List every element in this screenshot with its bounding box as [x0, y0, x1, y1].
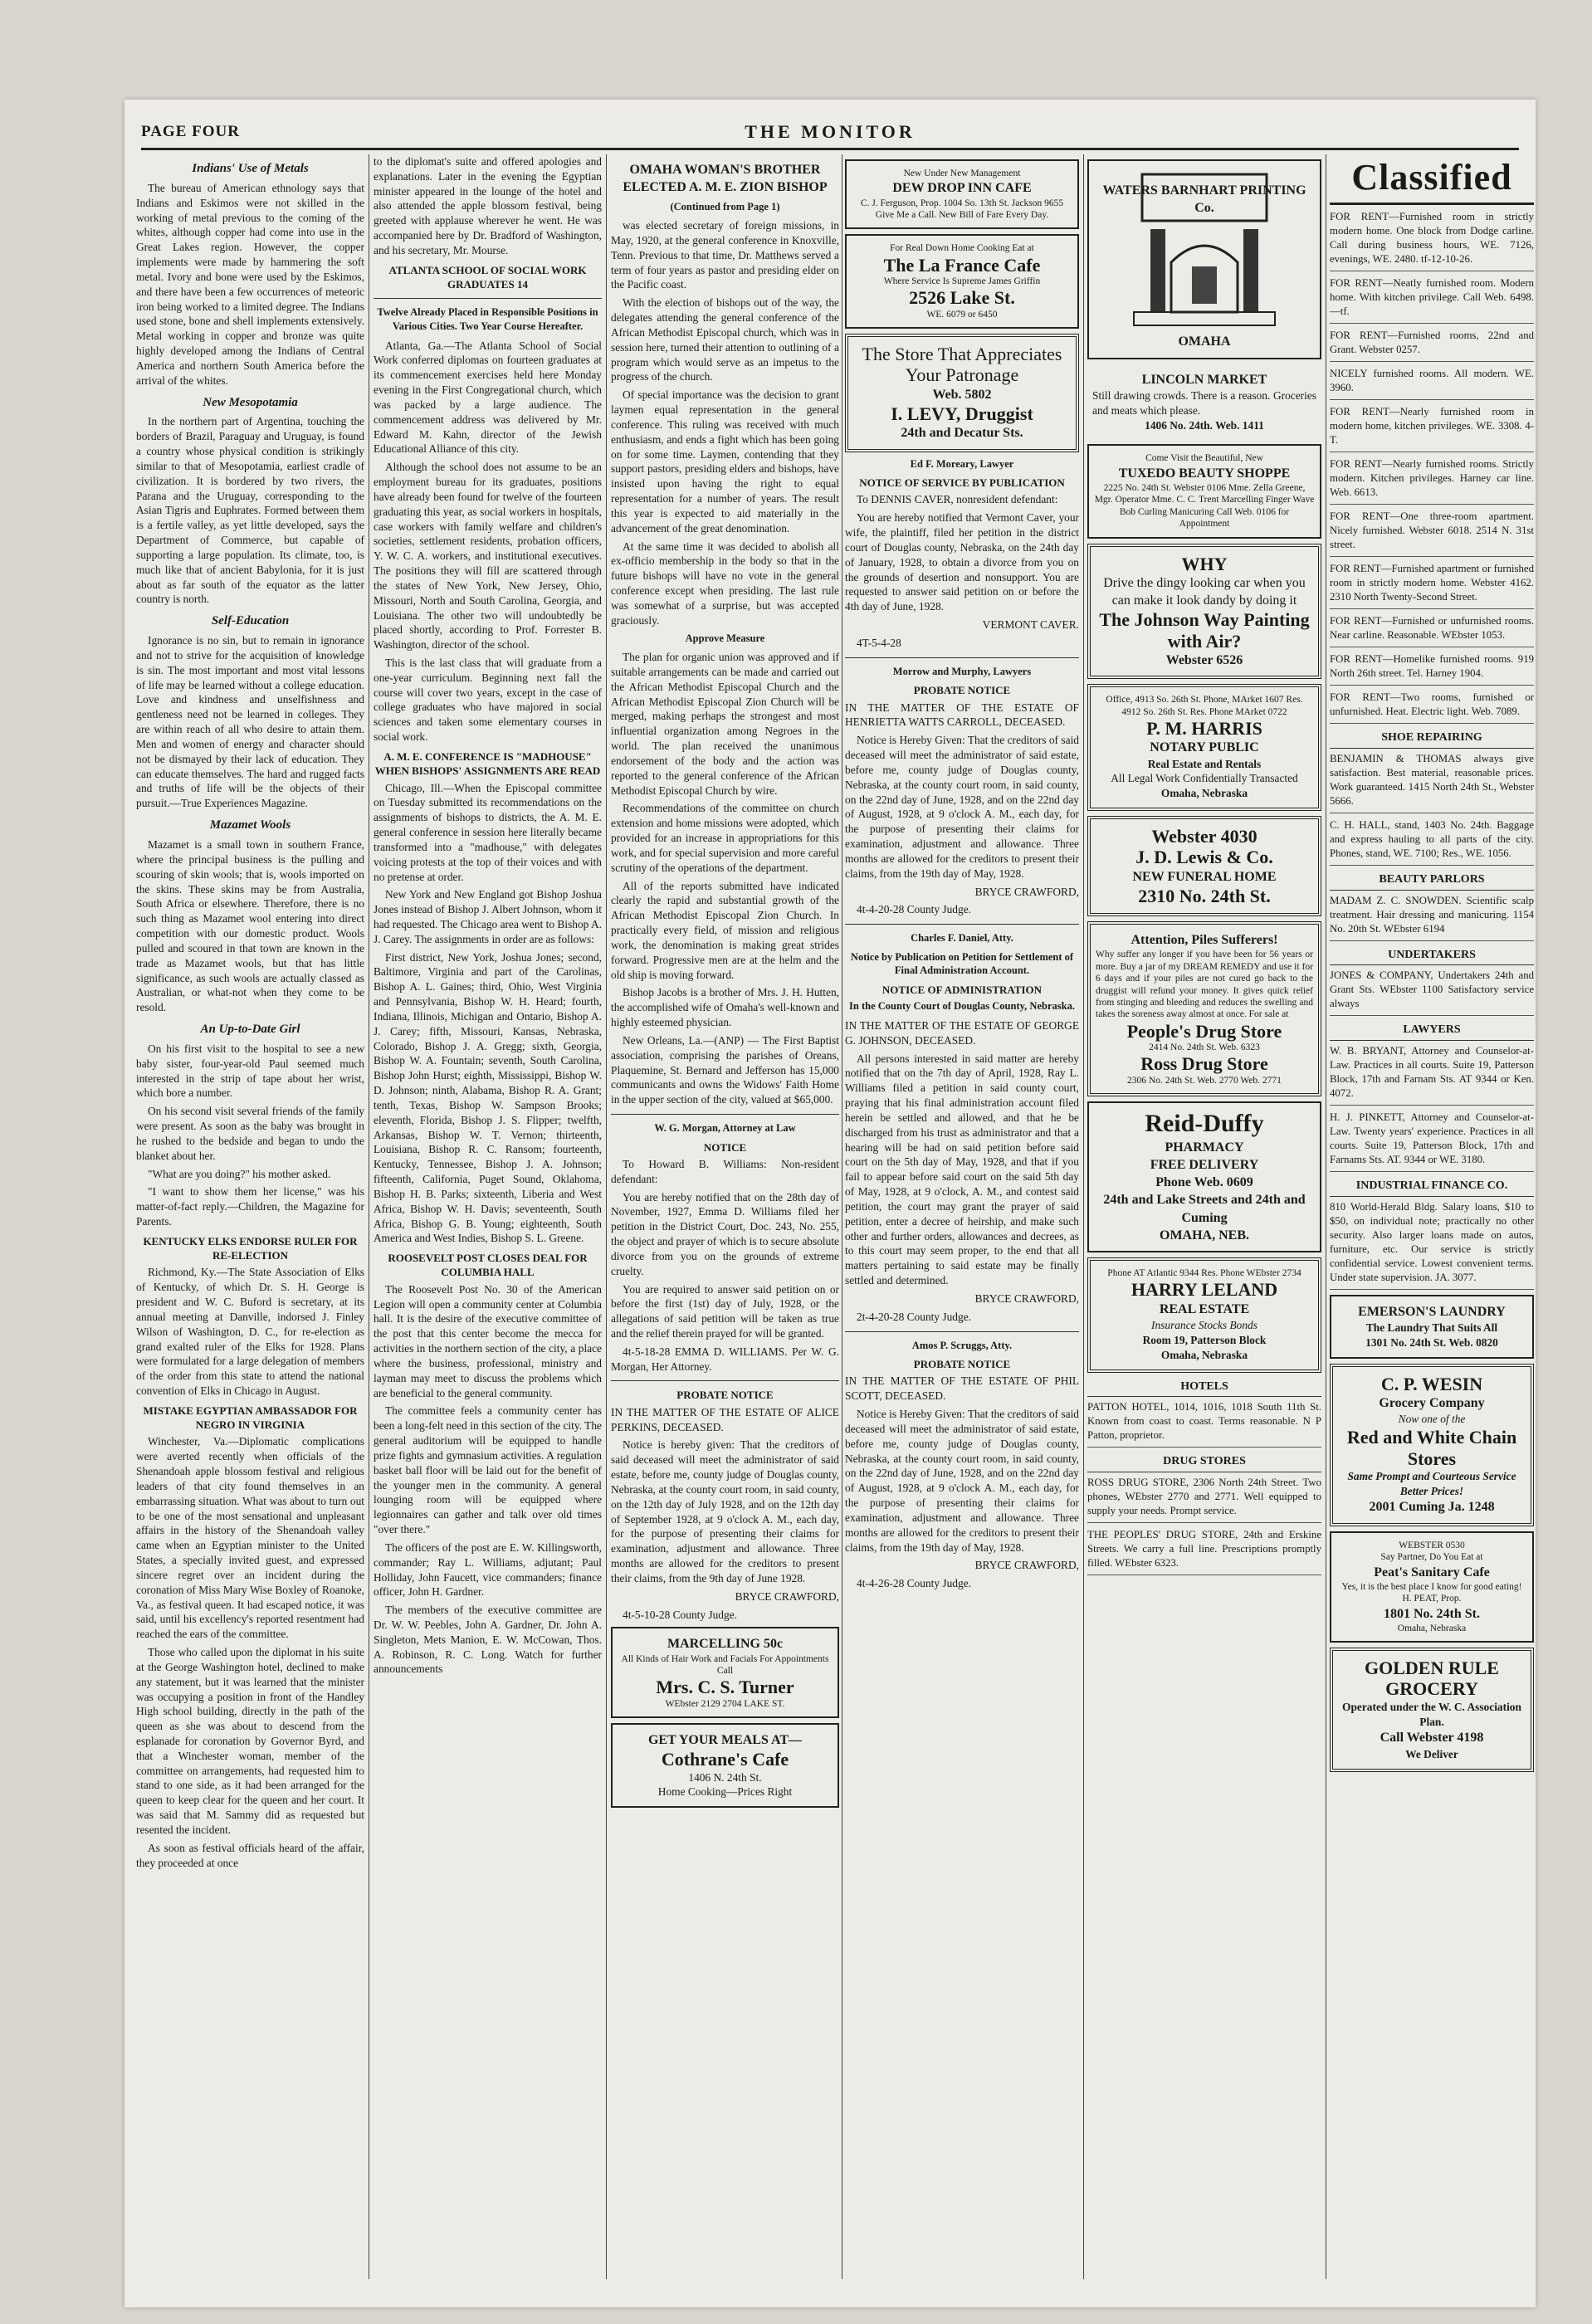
listing: ROSS DRUG STORE, 2306 North 24th Street. Two phones, WEbster 2770 and 2771. Well equipped to supply your needs. Prompt service.	[1087, 1476, 1321, 1523]
article-text: to the diplomat's suite and offered apologies and explanations. Later in the evening the Egyptian minister appeared in the lounge of the hotel and also attended the apple blossom festival, being greeted with applause wherever he went. He was accompanied here by Dr. Bradford of Washington, and his secretary, Mr. Mourse.	[374, 155, 602, 256]
ad-text: All Kinds of Hair Work and Facials For Appointments Call	[621, 1653, 829, 1676]
attorney-line: Charles F. Daniel, Atty.	[911, 932, 1013, 945]
notice-text: 4t-4-26-28 County Judge.	[857, 1577, 971, 1590]
classified-item: C. H. HALL, stand, 1403 No. 24th. Baggage and express hauling to all parts of the city. Phones, stand, WE. 7100; Res., WE. 1056.	[1330, 818, 1534, 866]
ad-text: Peat's Sanitary Cafe	[1374, 1565, 1490, 1579]
divider	[845, 924, 1079, 925]
ad-text: Cothrane's Cafe	[661, 1749, 789, 1770]
ad-text: WATERS BARNHART PRINTING Co.	[1102, 183, 1306, 216]
notice-text: To DENNIS CAVER, nonresident defendant:	[857, 493, 1058, 506]
ad-text: Insurance Stocks Bonds	[1151, 1319, 1257, 1332]
article-text: Recommendations of the committee on church extension and home missions were adopted, which provided for an increase in appropriations for this work, and for special supervision and more careful scrutiny of the operations of the department.	[611, 802, 839, 874]
ad-text: Phone AT Atlantic 9344 Res. Phone WEbster 2734	[1107, 1268, 1301, 1279]
ad-text: C. J. Ferguson, Prop. 1004 So. 13th St. Jackson 9655 Give Me a Call. New Bill of Fare Every Day.	[860, 198, 1064, 221]
ad-jd-lewis	[1087, 816, 1321, 916]
ad-text: OMAHA	[1178, 334, 1231, 349]
notice-text: 4t-5-18-28 EMMA D. WILLIAMS. Per W. G. Morgan, Her Attorney.	[611, 1345, 839, 1373]
section-header: LAWYERS	[1330, 1021, 1534, 1041]
ad-text: TUXEDO BEAUTY SHOPPE	[1118, 466, 1291, 481]
classified-item: FOR RENT—Furnished apartment or furnished room in strictly modern home. Webster 4162. 2310 North Twenty-Second Street.	[1330, 562, 1534, 609]
classified-item: FOR RENT—One three-room apartment. Nicely furnished. Webster 6018. 2514 N. 31st street.	[1330, 510, 1534, 557]
ad-text: Still drawing crowds. There is a reason. Groceries and meats which please.	[1092, 388, 1316, 417]
column-5	[1087, 154, 1321, 2287]
article-text: At the same time it was decided to abolish all ex-officio membership in the body so that in the future bishops will have no vote in the general conference except when presiding. The last rule was somewhat of a surprise, but was accepted graciously.	[611, 540, 839, 627]
continued-note: (Continued from Page 1)	[670, 200, 780, 212]
ad-levy-druggist	[845, 334, 1079, 452]
classified-item: FOR RENT—Furnished room in strictly modern home. One block from Dodge carline. Call during business hours, WE. 7126, evenings, WE. 2480. tf-12-10-26.	[1330, 210, 1534, 271]
notice-text: BRYCE CRAWFORD,	[974, 885, 1079, 898]
ad-text: NOTARY PUBLIC	[1150, 740, 1259, 755]
section-header: DRUG STORES	[1087, 1452, 1321, 1472]
ad-text: Room 19, Patterson Block	[1142, 1333, 1267, 1346]
headline: OMAHA WOMAN'S BROTHER ELECTED A. M. E. ZION BISHOP	[623, 163, 828, 195]
ad-text: Office, 4913 So. 26th St. Phone, MArket 1607 Res. 4912 So. 26th St. Res. Phone MArket 0722	[1106, 695, 1303, 717]
ad-pm-harris	[1087, 684, 1321, 811]
ad-text: GET YOUR MEALS AT—	[647, 1733, 803, 1748]
article-text: Chicago, Ill.—When the Episcopal committee on Tuesday submitted its recommendations on the assignments of bishops to districts, the A. M. E. general conference in session here literally became transformed into a "madhouse," with delegates voicing protests at the top of their voices and with no pretense at order.	[374, 781, 602, 883]
notice-title: NOTICE	[703, 1140, 747, 1154]
article-text: The bureau of American ethnology says that Indians and Eskimos were not skilled in the working of metal previous to the coming of the whites, although copper had come into use in the Great Lakes region. However, the copper implements were made by hammering the soft metal. Ivory and bone were used by the Eskimos, and there have been a few occurrences of meteoric iron being worked to a limited degree. The Indians used stone, bone and shell implements extensively. Metal working in copper and bronze was quite highly developed among the Indians of Central America and northern South America before the arrival of the whites.	[136, 181, 364, 387]
article-text: With the election of bishops out of the way, the delegates attending the general conference of the African Methodist Episcopal church, which was in session here, turned their attention to outlining of a program which would serve as an impetus to the progress of the church.	[611, 296, 839, 383]
column-1	[136, 154, 364, 2287]
notice-text: VERMONT CAVER.	[982, 618, 1079, 632]
ad-text: Webster 6526	[1165, 652, 1243, 667]
ad-text: LINCOLN MARKET	[1141, 372, 1267, 387]
ad-text: 2526 Lake St.	[909, 287, 1015, 309]
ad-text: Operated under the W. C. Association Plan.	[1342, 1700, 1521, 1728]
ad-text: Webster 4030	[1151, 826, 1257, 847]
ad-text: J. D. Lewis & Co.	[1135, 847, 1273, 868]
column-6	[1330, 154, 1534, 2287]
article-text: Bishop Jacobs is a brother of Mrs. J. H. Hutten, the accomplished wife of Omaha's well-known and highly esteemed physician.	[611, 986, 839, 1029]
ad-text: Drive the dingy looking car when you can make it look dandy by doing it	[1103, 575, 1306, 608]
ad-text: Now one of the	[1398, 1413, 1466, 1426]
ad-text: 1801 No. 24th St.	[1383, 1606, 1480, 1621]
notice-text: You are required to answer said petition on or before the first (1st) day of July, 1928, or the allegations of said petition will be taken as true and the relief therein prayed for will be granted.	[611, 1282, 839, 1340]
ad-text: WHY	[1181, 553, 1228, 574]
section-header: UNDERTAKERS	[1330, 946, 1534, 966]
ad-text: Red and White Chain Stores	[1346, 1427, 1517, 1469]
article-text: On his first visit to the hospital to see a new baby sister, four-year-old Paul seemed much interested in the strip of tape about her wrist, which bore a number.	[136, 1042, 364, 1100]
ad-text: 2310 No. 24th St.	[1138, 885, 1271, 906]
notice-text: IN THE MATTER OF THE ESTATE OF GEORGE G. JOHNSON, DECEASED.	[845, 1019, 1079, 1047]
ad-text: WE. 6079 or 6450	[926, 309, 998, 320]
ad-text: Call Webster 4198	[1380, 1731, 1484, 1745]
headline: KENTUCKY ELKS ENDORSE RULER FOR RE-ELECTION	[143, 1234, 358, 1262]
classified-item: NICELY furnished rooms. All modern. WE. 3960.	[1330, 367, 1534, 400]
article-text: New Orleans, La.—(ANP) — The First Baptist association, comprising the parishes of Oreans, Plaquemine, St. Bernard and Jefferson has 15,000 communicants and owns the Widows' Faith Home in the upper section of the city, valued at $65,000.	[611, 1033, 839, 1106]
masthead	[141, 116, 1519, 150]
article-text: New York and New England got Bishop Joshua Jones instead of Bishop J. Albert Johnson, whom it had requested. The Chicago area went to Bishop A. J. Carey. The assignments in order are as follows:	[374, 888, 602, 945]
divider	[845, 1331, 1079, 1332]
column-3	[611, 154, 839, 2287]
ad-text: FREE DELIVERY	[1150, 1157, 1259, 1172]
ad-text: The Laundry That Suits All	[1365, 1321, 1498, 1335]
ad-text: DEW DROP INN CAFE	[892, 181, 1032, 196]
ad-text: 1406 N. 24th St.	[688, 1770, 762, 1784]
article-text: The Roosevelt Post No. 30 of the American Legion will open a community center at Columbia hall. It is the desire of the executive committee of the post that this center become the mecca for activities in the northern section of the city, a place where the business, professional, ministry and layman may meet to discuss the problems which are beneficial to the general community.	[374, 1282, 602, 1399]
ad-text: All Legal Work Confidentially Transacted	[1111, 772, 1298, 785]
headline: A. M. E. CONFERENCE IS "MADHOUSE" WHEN BISHOPS' ASSIGNMENTS ARE READ	[374, 749, 601, 778]
ad-text: 24th and Lake Streets and 24th and Cuming	[1103, 1193, 1306, 1225]
subheadline: Approve Measure	[685, 632, 765, 644]
classified-heading: Classified	[1351, 157, 1512, 198]
divider	[1330, 203, 1534, 205]
ad-text: For Real Down Home Cooking Eat at	[890, 243, 1034, 254]
notice-text: 4T-5-4-28	[857, 636, 901, 649]
ad-reid-duffy	[1087, 1101, 1321, 1252]
notice-text: IN THE MATTER OF THE ESTATE OF ALICE PERKINS, DECEASED.	[611, 1405, 839, 1433]
notice-title: PROBATE NOTICE	[676, 1389, 774, 1402]
attorney-line: Amos P. Scruggs, Atty.	[911, 1339, 1013, 1351]
ad-text: We Deliver	[1405, 1747, 1458, 1760]
column-4	[845, 154, 1079, 2287]
ad-text: 1406 No. 24th. Web. 1411	[1145, 418, 1264, 432]
ad-text: PHARMACY	[1165, 1140, 1244, 1155]
article-text: Atlanta, Ga.—The Atlanta School of Social Work conferred diplomas on fourteen graduates at its commencement exercises held here Monday evening in the First Congregational church, which was packed by a large audience. The commencement address was delivered by Mr. Edward M. Kahn, director of the Jewish Educational Alliance of this city.	[374, 339, 602, 456]
ad-text: 2225 No. 24th St. Webster 0106 Mme. Zella Greene, Mgr. Operator Mme. C. C. Trent Marcelling Finger Wave Bob Curling Manicuring Call Web. 0106 for Appointment	[1094, 483, 1315, 530]
ad-text: 24th and Decatur Sts.	[901, 426, 1023, 441]
article-text: In the northern part of Argentina, touching the borders of Brazil, Paraguay and Uruguay, is found a country whose physical condition is strikingly similar to that of Mesopotamia, earliest cradle of civilization. It is bordered by two rivers, the Parana and the Uruguay, corresponding to the Asian Tigris and Euphrates. Formed between them is a fertile valley, as yet little developed, says the Department of Commerce, but capable of supporting a large population. Its climate, too, is much like that of ancient Babylonia, for it is just about as far south of the equator as the latter country is north.	[136, 415, 364, 606]
ad-text: P. M. HARRIS	[1146, 717, 1262, 739]
ad-text: C. P. WESIN	[1380, 1373, 1483, 1394]
ad-text: The La France Cafe	[883, 254, 1041, 276]
ad-text: GOLDEN RULE GROCERY	[1365, 1658, 1499, 1700]
notice-text: 4t-4-20-28 County Judge.	[857, 903, 971, 916]
headline: Mazamet Wools	[209, 818, 291, 832]
article-text: "What are you doing?" his mother asked.	[148, 1167, 331, 1180]
article-text: The members of the executive committee are Dr. W. W. Peebles, John A. Gardner, Dr. John A. Singleton, Mets Manion, E. W. McCowan, Thos. A. Robinson, R. C. Long. Watch for further announcements	[374, 1604, 602, 1676]
column-rule	[1083, 154, 1084, 2279]
newspaper-title: THE MONITOR	[745, 121, 916, 142]
attorney-line: W. G. Morgan, Attorney at Law	[654, 1121, 796, 1134]
ad-text: Ross Drug Store	[1140, 1053, 1268, 1075]
article-text: Richmond, Ky.—The State Association of Elks of Kentucky, of which Dr. S. H. George is president and W. C. Buford is secretary, at its annual meeting at Danville, indorsed J. Finley Wilson of Washington, D. C., for re-election as grand exalted ruler of the Elks for 1928. Plans were formulated for a large delegation of members of the order from this state to attend the national convention of Elks in Chicago in August.	[136, 1266, 364, 1398]
notice-text: You are hereby notified that Vermont Caver, your wife, the plaintiff, filed her petition in the district court of Douglas county, Nebraska, on the 24th day of January, 1928, to obtain a divorce from you on the grounds of desertion and nonsupport. You are requested to answer said petition on or before the 4th day of June, 1928.	[845, 511, 1079, 613]
ad-text: Web. 5802	[932, 387, 992, 402]
ad-text: Come Visit the Beautiful, New	[1145, 453, 1263, 464]
classified-item: 810 World-Herald Bldg. Salary loans, $10 to $50, on individual note; practically no other security. Also larger loans made on autos, furniture, etc. Our service is strictly confidential service. Lowest convenient terms. Under state supervision. JA. 3077.	[1330, 1200, 1534, 1290]
attorney-line: Morrow and Murphy, Lawyers	[892, 665, 1032, 677]
newspaper-page	[125, 100, 1536, 2307]
classified-item: FOR RENT—Furnished rooms, 22nd and Grant. Webster 0257.	[1330, 329, 1534, 362]
classified-item: FOR RENT—Two rooms, furnished or unfurnished. Heat. Electric light. Web. 7089.	[1330, 691, 1534, 724]
ad-waters-barnhart	[1087, 159, 1321, 359]
ad-text: WEbster 2129 2704 LAKE ST.	[665, 1698, 785, 1709]
headline: Indians' Use of Metals	[192, 162, 309, 175]
section-header: INDUSTRIAL FINANCE CO.	[1330, 1177, 1534, 1197]
notice-text: 4t-5-10-28 County Judge.	[623, 1608, 737, 1621]
notice-text: Notice is Hereby Given: That the creditors of said deceased will meet the administrator of said estate, before me, county judge of Douglas county, Nebraska, at the county court room, in said county, on the 22nd day of June, 1928, and on the 22nd day of August, 1928, at 9 o'clock A. M., each day, for the purpose of presenting their claims for examination, adjustment and allowance. Three months are allowed for the creditors to present their claims, from the 19th day of May, 1928.	[845, 734, 1079, 880]
notice-text: 2t-4-20-28 County Judge.	[857, 1310, 971, 1323]
column-2	[374, 154, 602, 2287]
ad-harry-leland	[1087, 1257, 1321, 1372]
article-text: All of the reports submitted have indicated clearly the rapid and substantial growth of the African Methodist Episcopal Zion Church. In practically every field, of mission and religious work, the denomination is making great strides forward. Progressive men are at the helm and the old ship is moving forward.	[611, 879, 839, 981]
classified-item: H. J. PINKETT, Attorney and Counselor-at-Law. Twenty years' experience. Practices in all courts. Suite 19, Patterson Block, 17th and Farnams Sts. AT. 9344 or WE. 3180.	[1330, 1111, 1534, 1172]
notice-text: You are hereby notified that on the 28th day of November, 1927, Emma D. Williams filed her petition in the District Court, Doc. 243, No. 255, the object and prayer of which is to secure absolute divorce from you on the grounds of extreme cruelty.	[611, 1190, 839, 1277]
article-text: was elected secretary of foreign missions, in May, 1920, at the general conference in Knoxville, Tenn. Previous to that time, Dr. Matthews served a term of four years as pastor and presiding elder on the Pacific coast.	[611, 219, 839, 291]
classified-item: JONES & COMPANY, Undertakers 24th and Grant Sts. WEbster 1100 Satisfactory service always	[1330, 969, 1534, 1016]
notice-title: NOTICE OF ADMINISTRATION	[881, 984, 1043, 997]
ad-text: 2306 No. 24th St. Web. 2770 Web. 2771	[1127, 1075, 1282, 1086]
ad-text: Say Partner, Do You Eat at	[1380, 1552, 1483, 1563]
ad-peats-cafe	[1330, 1531, 1534, 1643]
article-text: Of special importance was the decision to grant laymen equal representation in the general conference. This ruling was received with much enthusiasm, and ends a fight which has been going on for some time. Laymen, contending that they support pastors, presiding elders and bishops, have insisted upon having the right to equal representation for a number of years. The result this year is expected to aid materially in the advancement of the great denomination.	[611, 388, 839, 535]
headline: Self-Education	[211, 614, 290, 628]
ad-cp-wesin	[1330, 1364, 1534, 1526]
notice-text: BRYCE CRAWFORD,	[974, 1559, 1079, 1572]
article-text: Ignorance is no sin, but to remain in ignorance and not to strive for the acquisition of knowledge is sin. The most important and most vital lessons of life may be learned without a college education. Love and kindness and unselfishness and gentleness need not be learned in colleges. They are within reach of all who desire to attain them. Men and women of energy and character should not be dismayed by their lack of education. They can educate themselves. The hard and rugged facts and truths of life will be the objects of their pursuit.—True Experiences Magazine.	[136, 634, 364, 810]
ad-text: Why suffer any longer if you have been for 56 years or more. Buy a jar of my DREAM REMEDY and use it for 6 days and if your piles are not cured go back to the druggist will refund your money. It gives quick relief from stinging and bleeding and reduces the swelling and takes the soreness away almost at once. For sale at	[1096, 950, 1313, 1020]
ad-text: Grocery Company	[1379, 1396, 1485, 1411]
classified-item: W. B. BRYANT, Attorney and Counselor-at-Law. Practices in all courts. Suite 19, Patterson Block, 17th and Farnam Sts. AT 9344 or Ken. 4072.	[1330, 1044, 1534, 1106]
ad-text: The Johnson Way Painting with Air?	[1099, 609, 1310, 652]
notice-text: Notice is Hereby Given: That the creditors of said deceased will meet the administrator of said estate, before me, county judge of Douglas county, Nebraska, at the county court room, in said county, on the 22nd day of June, 1928, and on the 22nd day of August, 1928, at 9 o'clock A. M., each day, for the purpose of presenting their claims for examination, adjustment and allowance. Three months are allowed for the creditors to present their claims, from the 19th day of May, 1928.	[845, 1408, 1079, 1554]
article-text: As soon as festival officials heard of the affair, they proceeded at once	[136, 1841, 364, 1869]
attorney-line: Ed F. Moreary, Lawyer	[910, 457, 1014, 470]
divider	[611, 1114, 839, 1115]
ad-text: Where Service Is Supreme James Griffin	[883, 276, 1041, 287]
article-text: Those who called upon the diplomat in his suite at the George Washington hotel, declined to make any statement, but it was learned that the minister was occupying a position in front of the Handley High school building, directly in the path of the queen as she was about to descend from the esplanade for coronation by Governor Byrd, and that a Winchester woman, member of the committee on arrangements, had requested him to stand to one side, as it had been arranged for the queen to keep clear for the queen and her court. It was said that M. Sammy did as requested but resented the incident.	[136, 1646, 364, 1836]
ad-text: OMAHA, NEB.	[1160, 1228, 1249, 1243]
listing: THE PEOPLES' DRUG STORE, 24th and Erskine Streets. We carry a full line. Prescriptions promptly filled. WEbster 6323.	[1087, 1528, 1321, 1575]
ad-text: Reid-Duffy	[1145, 1110, 1264, 1138]
article-text: The officers of the post are E. W. Killingsworth, commander; Ray L. Williams, adjutant; Paul Holliday, John Faucett, vice commanders; finance officer, John H. Gardner.	[374, 1540, 602, 1599]
article-text: This is the last class that will graduate from a one-year curriculum. Beginning next fall the course will cover two years, except in the case of college graduates who have majored in social sciences and taken some elementary courses in social work.	[374, 657, 602, 744]
ad-text: WEBSTER 0530	[1399, 1540, 1465, 1550]
notice-text: BRYCE CRAWFORD,	[735, 1589, 839, 1603]
classified-item: FOR RENT—Nearly furnished rooms. Strictly modern. Kitchen privileges. Harney car line. Web. 6613.	[1330, 457, 1534, 505]
classified-item: MADAM Z. C. SNOWDEN. Scientific scalp treatment. Hair dressing and manicuring. 1154 No. 20th St. WEbster 6194	[1330, 894, 1534, 941]
ad-text: 1301 No. 24th St. Web. 0820	[1365, 1336, 1498, 1350]
ad-piles-remedy	[1087, 921, 1321, 1096]
article-text: The committee feels a community center has been a long-felt need in this section of the city. The general auditorium will be equipped to handle prize fights and gymnasium activities. A regulation basket ball floor will be laid out for the benefit of the younger men in the community. A general lounging room will be equipped where legionnaires can gather and talk over old times "over there."	[374, 1404, 602, 1536]
classified-item: FOR RENT—Homelike furnished rooms. 919 North 26th street. Tel. Harney 1904.	[1330, 652, 1534, 686]
ad-text: Mrs. C. S. Turner	[656, 1677, 794, 1698]
ad-text: 2414 No. 24th St. Web. 6323	[1149, 1042, 1260, 1052]
notice-text: BRYCE CRAWFORD,	[974, 1291, 1079, 1305]
article-text: Although the school does not assume to be an employment bureau for its graduates, positions have already been found for twelve of the fourteen graduating this year, as social workers in hospitals, case workers with family welfare and children's societies, settlement residents, probation officers, Y. W. C. A. workers, and institutional executives. The positions they will fill are scattered through the states of New York, New Jersey, Ohio, Missouri, North and South Carolina, Georgia, and Louisiana. The other two will undoubtedly be placed shortly, according to Prof. Forrester B. Washington, director of the school.	[374, 461, 602, 652]
ad-turner	[611, 1627, 839, 1718]
ad-tuxedo-beauty	[1087, 444, 1321, 538]
classified-item: FOR RENT—Nearly furnished room in modern home, kitchen privileges. WE. 3308. 4-T.	[1330, 405, 1534, 452]
column-rule	[606, 154, 607, 2279]
notice-title: NOTICE OF SERVICE BY PUBLICATION	[859, 476, 1065, 490]
ad-text: Home Cooking—Prices Right	[657, 1785, 793, 1799]
headline: New Mesopotamia	[203, 395, 298, 409]
subheadline: Twelve Already Placed in Responsible Positions in Various Cities. Two Year Course Hereafter.	[377, 306, 598, 332]
classified-item: BENJAMIN & THOMAS always give satisfaction. Best material, reasonable prices. Work guaranteed. 1415 North 24th St., Webster 5666.	[1330, 752, 1534, 813]
headline: An Up-to-Date Girl	[200, 1022, 300, 1036]
listing: PATTON HOTEL, 1014, 1016, 1018 South 11th St. Known from coast to coast. Terms reasonable. N P Patton, proprietor.	[1087, 1400, 1321, 1448]
article-text: Mazamet is a small town in southern France, where the principal business is the pulling and scouring of skin wools; that is, wools imported on the skins. These skins may be from Australia, South Africa or elsewhere. Therefore, there is no such thing as Mazamet wool entering into direct competition with our domestic product. Wools pulled and scoured in that town are known in the trade as Mazamet wools, but that has little significance, as such wools are actually classed as Australian, or what-not when they come to be resold.	[136, 838, 364, 1014]
notice-text: IN THE MATTER OF THE ESTATE OF PHIL SCOTT, DECEASED.	[845, 1374, 1079, 1403]
ad-johnson-way	[1087, 544, 1321, 680]
ad-dew-drop-inn	[845, 159, 1079, 229]
headline: ATLANTA SCHOOL OF SOCIAL WORK GRADUATES 14	[388, 263, 587, 291]
ad-text: People's Drug Store	[1126, 1020, 1282, 1042]
divider	[845, 657, 1079, 658]
ad-text: New Under New Management	[903, 168, 1021, 178]
ad-text: I. LEVY, Druggist	[891, 403, 1033, 424]
notice-subtitle: Notice by Publication on Petition for Settlement of Final Administration Account.	[850, 950, 1074, 977]
notice-subtitle: In the County Court of Douglas County, Nebraska.	[849, 1000, 1075, 1013]
ad-text: Phone Web. 0609	[1155, 1175, 1253, 1190]
ad-la-france-cafe	[845, 234, 1079, 329]
classified-item: FOR RENT—Furnished or unfurnished rooms. Near carline. Reasonable. WEbster 1053.	[1330, 614, 1534, 647]
notice-title: PROBATE NOTICE	[913, 684, 1011, 697]
ad-text: REAL ESTATE	[1159, 1301, 1250, 1316]
ad-text: 2001 Cuming Ja. 1248	[1369, 1500, 1495, 1515]
divider	[374, 298, 602, 299]
ad-lincoln-market	[1087, 364, 1321, 440]
divider	[611, 1380, 839, 1381]
ad-text: Omaha, Nebraska	[1397, 1623, 1467, 1633]
page-number: PAGE FOUR	[141, 123, 240, 140]
section-header: HOTELS	[1087, 1378, 1321, 1398]
ad-text: Yes, it is the best place I know for good eating! H. PEAT, Prop.	[1341, 1581, 1522, 1604]
section-header: SHOE REPAIRING	[1330, 729, 1534, 749]
headline: MISTAKE EGYPTIAN AMBASSADOR FOR NEGRO IN VIRGINIA	[143, 1404, 358, 1432]
article-text: The plan for organic union was approved and if suitable arrangements can be made and carried out the African Methodist Episcopal Church and the African Methodist Episcopal Zion Church will be merged, making perhaps the strongest and most influential organization among Negroes in the world. The plan received the unanimous endorsement of the body and the action was reported to the general conference of the African Methodist Episcopal Church by wire.	[611, 651, 839, 797]
ad-text: Omaha, Nebraska	[1160, 1348, 1248, 1361]
ad-text: The Store That Appreciates Your Patronage	[862, 344, 1062, 386]
ad-text: Same Prompt and Courteous Service Better Prices!	[1347, 1469, 1516, 1497]
article-text: On his second visit several friends of the family were present. As soon as the baby was brought in he rushed to the bedside and began to undo the blanket about her.	[136, 1105, 364, 1162]
classified-item: FOR RENT—Neatly furnished room. Modern home. With kitchen privilege. Call Web. 6498. —tf.	[1330, 276, 1534, 324]
ad-text: EMERSON'S LAUNDRY	[1358, 1304, 1506, 1319]
headline: ROOSEVELT POST CLOSES DEAL FOR COLUMBIA HALL	[388, 1252, 588, 1279]
ad-text: Attention, Piles Sufferers!	[1131, 933, 1278, 948]
article-text: Winchester, Va.—Diplomatic complications were averted recently when officials of the Shenandoah apple blossom festival and religious leaders of that city found themselves in an embarrassing situation. What was about to turn out to be one of the most sensational and unpleasant affairs in the history of the Shenandoah valley came when an Egyptian minister to the United States, a specially invited guest, and expressed sincere regret over an incident during the coronation of Miss Mary Wise Boxley of Roanoke, Va., as festival queen. It had escaped notice, it was said, until his excellency's reported resentment had reached the ears of the committee.	[136, 1435, 364, 1641]
section-header: BEAUTY PARLORS	[1330, 871, 1534, 891]
ad-cothrane	[611, 1723, 839, 1808]
notice-text: To Howard B. Williams: Non-resident defendant:	[611, 1157, 839, 1185]
ad-text: Real Estate and Rentals	[1147, 757, 1262, 770]
notice-title: PROBATE NOTICE	[913, 1358, 1011, 1371]
ad-text: HARRY LELAND	[1131, 1279, 1278, 1301]
ad-text: NEW FUNERAL HOME	[1132, 869, 1277, 884]
notice-text: Notice is hereby given: That the creditors of said deceased will meet the administrator of said estate, before me, county judge of Douglas county, Nebraska, at the county court room, in said county, on the 12th day of July 1928, and on the 12th day of September 1928, at 9 o'clock A. M., each day, for the purpose of presenting their claims for examination, adjustment and allowance. Three months are allowed for the creditors to present their claims, from the 9th day of June 1928.	[611, 1438, 839, 1584]
ad-golden-rule-grocery	[1330, 1648, 1534, 1771]
article-text: "I want to show them her license," was his matter-of-fact reply.—Children, the Magazine for Parents.	[136, 1185, 364, 1228]
notice-text: IN THE MATTER OF THE ESTATE OF HENRIETTA WATTS CARROLL, DECEASED.	[845, 701, 1079, 729]
ad-text: Omaha, Nebraska	[1160, 787, 1248, 800]
ad-text: MARCELLING 50c	[667, 1637, 784, 1652]
article-text: First district, New York, Joshua Jones; second, Baltimore, Virginia and part of the Carolinas, Bishop A. L. Gaines; third, Ohio, West Virginia and Pennsylvania, Bishop W. H. Heard; fourth, Indiana, Illinois, Michigan and Ontario, Bishop A. J. Carey; fifth, Missouri, Kansas, Nebraska, Colorado, Bishop J. A. Gregg; sixth, Georgia, Bishop W. A. Fountain; seventh, South Carolina, Bishop John Hurst; eighth, Mississippi, Bishop W. D. Johnson; ninth, Alabama, Bishop R. A. Grant; tenth, Texas, Bishop W. Sampson Brooks; eleventh, Florida, Bishop J. S. Flipper; twelfth, Arkansas, Bishop W. T. Vernon; thirteenth, Louisiana, Bishop R. C. Ransom; fourteenth, Kentucky, Tennessee, Bishop J. A. Johnson; fifteenth, California, Puget Sound, Oklahoma, Bishop H. B. Parks; sixteenth, Liberia and West Africa, Bishop W. H. Davis; seventeenth, South Africa, Bishop G. B. Young; eighteenth, South America and West Indies, Bishop S. L. Greene.	[374, 950, 602, 1245]
notice-text: All persons interested in said matter are hereby notified that on the 7th day of April, 1928, Ray L. Williams filed a petition in said county court, praying that his final administration account filed herein be settled and allowed, and that he be discharged from his trust as administrator and that a hearing will be had on said petition before said court on the 5th day of May, 1928, and that if you fail to appear before said court on the said 5th day of May, 1928, at 9 o'clock, A. M., and contest said petition, the court may grant the prayer of said petition, enter a decree of heirship, and make such other and further orders, allowances and decrees, as to this court may seem proper, to the end that all matters pertaining to said estate may be finally settled and determined.	[845, 1052, 1079, 1287]
ad-emersons-laundry	[1330, 1295, 1534, 1359]
